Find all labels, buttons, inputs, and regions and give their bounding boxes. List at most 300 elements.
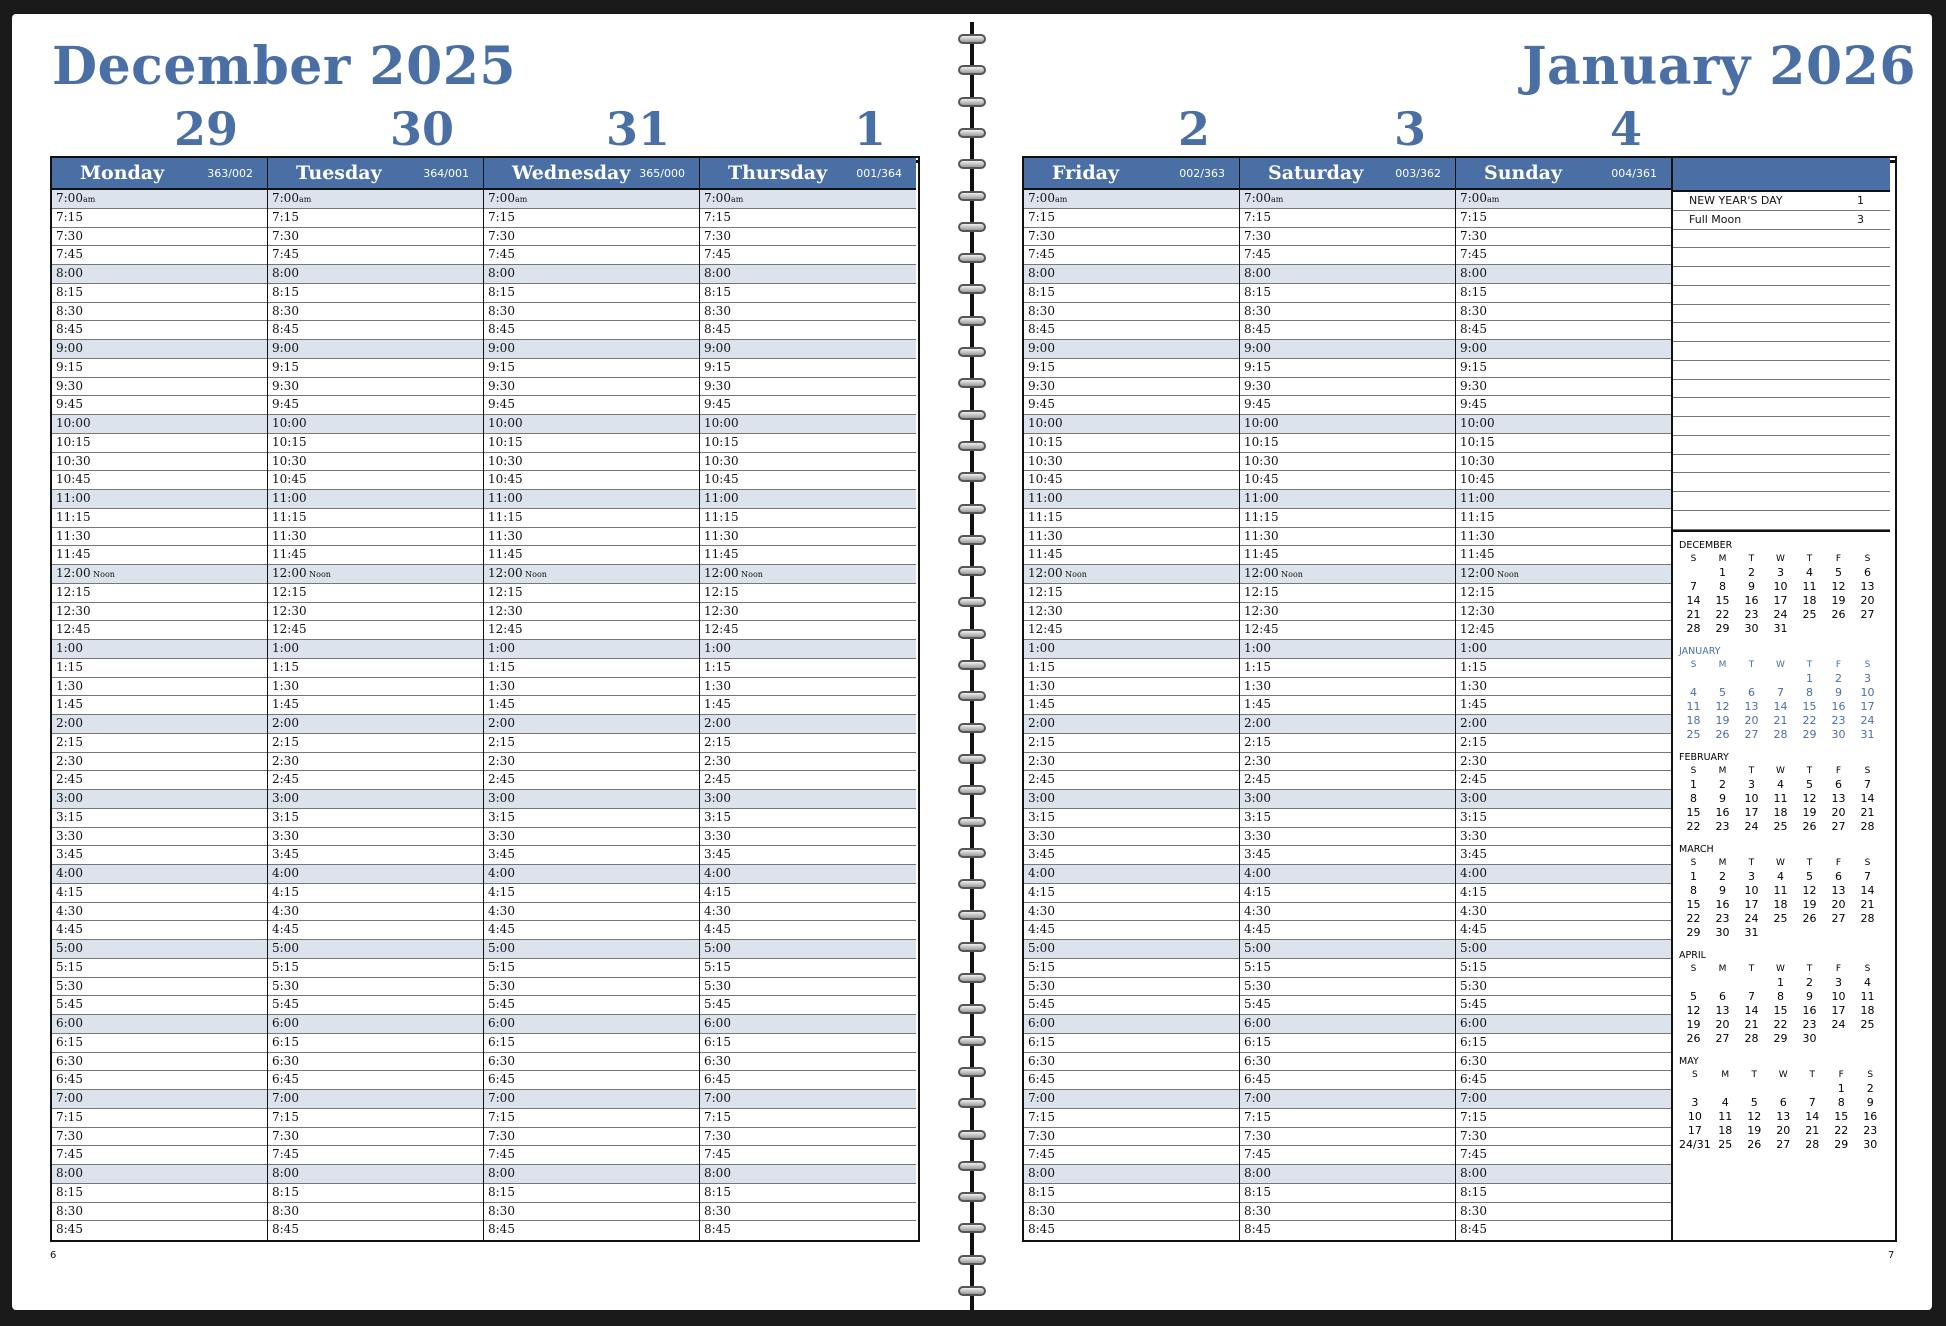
time-slot[interactable]	[1024, 190, 1239, 209]
time-slot[interactable]	[268, 1109, 483, 1128]
time-slot[interactable]	[52, 378, 267, 397]
time-slot[interactable]	[1456, 1015, 1671, 1034]
time-slot[interactable]	[52, 265, 267, 284]
time-slot[interactable]	[700, 471, 916, 490]
time-slot[interactable]	[1240, 490, 1455, 509]
time-slot[interactable]	[1240, 809, 1455, 828]
time-slot[interactable]	[1456, 1184, 1671, 1203]
time-slot[interactable]	[1024, 321, 1239, 340]
time-slot[interactable]	[1024, 790, 1239, 809]
time-slot[interactable]	[1240, 696, 1455, 715]
time-slot[interactable]	[1456, 1090, 1671, 1109]
note-line[interactable]	[1673, 286, 1890, 305]
time-slot[interactable]	[268, 528, 483, 547]
time-slot[interactable]	[1456, 1109, 1671, 1128]
time-slot[interactable]	[1024, 715, 1239, 734]
time-slot[interactable]	[268, 753, 483, 772]
time-slot[interactable]	[268, 940, 483, 959]
time-slot[interactable]	[52, 884, 267, 903]
time-slot[interactable]	[268, 321, 483, 340]
time-slot[interactable]	[1024, 490, 1239, 509]
time-slot[interactable]	[52, 1053, 267, 1072]
time-slot[interactable]	[52, 1184, 267, 1203]
time-slot[interactable]	[484, 1053, 699, 1072]
time-slot[interactable]	[1240, 753, 1455, 772]
time-slot[interactable]	[484, 1184, 699, 1203]
time-slot[interactable]	[484, 359, 699, 378]
time-slot[interactable]	[700, 996, 916, 1015]
note-line[interactable]	[1673, 511, 1890, 530]
time-slot[interactable]	[1024, 378, 1239, 397]
time-slot[interactable]	[484, 865, 699, 884]
time-slot[interactable]	[52, 284, 267, 303]
time-slot[interactable]	[484, 453, 699, 472]
time-slot[interactable]	[1024, 340, 1239, 359]
time-slot[interactable]	[268, 284, 483, 303]
time-slot[interactable]	[52, 996, 267, 1015]
time-slot[interactable]	[1456, 921, 1671, 940]
time-slot[interactable]	[268, 734, 483, 753]
time-slot[interactable]	[484, 265, 699, 284]
time-slot[interactable]	[268, 1034, 483, 1053]
time-slot[interactable]	[1456, 1165, 1671, 1184]
time-slot[interactable]	[52, 1071, 267, 1090]
time-slot[interactable]	[52, 190, 267, 209]
time-slot[interactable]	[1024, 696, 1239, 715]
time-slot[interactable]	[484, 1146, 699, 1165]
time-slot[interactable]	[268, 359, 483, 378]
time-slot[interactable]	[700, 696, 916, 715]
time-slot[interactable]	[1456, 1053, 1671, 1072]
time-slot[interactable]	[1456, 715, 1671, 734]
time-slot[interactable]	[268, 584, 483, 603]
time-slot[interactable]	[268, 434, 483, 453]
time-slot[interactable]	[484, 190, 699, 209]
time-slot[interactable]	[484, 1203, 699, 1222]
time-slot[interactable]	[700, 734, 916, 753]
time-slot[interactable]	[484, 696, 699, 715]
time-slot[interactable]	[1240, 678, 1455, 697]
time-slot[interactable]	[700, 415, 916, 434]
time-slot[interactable]	[1240, 846, 1455, 865]
time-slot[interactable]	[52, 1109, 267, 1128]
time-slot[interactable]	[484, 640, 699, 659]
time-slot[interactable]	[1456, 434, 1671, 453]
time-slot[interactable]	[484, 715, 699, 734]
time-slot[interactable]	[1456, 903, 1671, 922]
note-line[interactable]	[1673, 492, 1890, 511]
time-slot[interactable]	[1240, 565, 1455, 584]
time-slot[interactable]	[1024, 303, 1239, 322]
time-slot[interactable]	[700, 678, 916, 697]
time-slot[interactable]	[1024, 1034, 1239, 1053]
time-slot[interactable]	[1024, 603, 1239, 622]
time-slot[interactable]	[1240, 734, 1455, 753]
time-slot[interactable]	[52, 903, 267, 922]
note-line[interactable]	[1673, 230, 1890, 249]
time-slot[interactable]	[700, 1221, 916, 1240]
time-slot[interactable]	[268, 996, 483, 1015]
time-slot[interactable]	[700, 1146, 916, 1165]
note-line[interactable]	[1673, 192, 1890, 211]
time-slot[interactable]	[484, 303, 699, 322]
time-slot[interactable]	[700, 828, 916, 847]
time-slot[interactable]	[1024, 415, 1239, 434]
time-slot[interactable]	[484, 1034, 699, 1053]
time-slot[interactable]	[484, 509, 699, 528]
time-slot[interactable]	[700, 790, 916, 809]
time-slot[interactable]	[52, 453, 267, 472]
time-slot[interactable]	[52, 1165, 267, 1184]
time-slot[interactable]	[1240, 959, 1455, 978]
time-slot[interactable]	[1240, 378, 1455, 397]
time-slot[interactable]	[484, 753, 699, 772]
time-slot[interactable]	[700, 246, 916, 265]
time-slot[interactable]	[52, 528, 267, 547]
time-slot[interactable]	[700, 1109, 916, 1128]
time-slot[interactable]	[52, 621, 267, 640]
time-slot[interactable]	[1456, 1128, 1671, 1147]
time-slot[interactable]	[268, 1015, 483, 1034]
time-slot[interactable]	[484, 1221, 699, 1240]
time-slot[interactable]	[1024, 471, 1239, 490]
time-slot[interactable]	[700, 1203, 916, 1222]
time-slot[interactable]	[52, 359, 267, 378]
time-slot[interactable]	[1024, 1184, 1239, 1203]
time-slot[interactable]	[700, 190, 916, 209]
time-slot[interactable]	[1240, 228, 1455, 247]
time-slot[interactable]	[268, 565, 483, 584]
time-slot[interactable]	[1024, 509, 1239, 528]
time-slot[interactable]	[268, 509, 483, 528]
time-slot[interactable]	[1456, 284, 1671, 303]
time-slot[interactable]	[484, 565, 699, 584]
time-slot[interactable]	[1456, 265, 1671, 284]
time-slot[interactable]	[1024, 903, 1239, 922]
time-slot[interactable]	[700, 1165, 916, 1184]
time-slot[interactable]	[52, 434, 267, 453]
time-slot[interactable]	[52, 771, 267, 790]
time-slot[interactable]	[484, 546, 699, 565]
time-slot[interactable]	[268, 265, 483, 284]
time-slot[interactable]	[268, 846, 483, 865]
time-slot[interactable]	[1024, 978, 1239, 997]
note-line[interactable]	[1673, 211, 1890, 230]
time-slot[interactable]	[1024, 734, 1239, 753]
time-slot[interactable]	[1240, 415, 1455, 434]
time-slot[interactable]	[1024, 584, 1239, 603]
time-slot[interactable]	[484, 528, 699, 547]
time-slot[interactable]	[1024, 528, 1239, 547]
time-slot[interactable]	[1240, 828, 1455, 847]
time-slot[interactable]	[1240, 1128, 1455, 1147]
time-slot[interactable]	[1024, 996, 1239, 1015]
time-slot[interactable]	[1240, 340, 1455, 359]
time-slot[interactable]	[484, 978, 699, 997]
time-slot[interactable]	[1024, 396, 1239, 415]
time-slot[interactable]	[1024, 1128, 1239, 1147]
note-line[interactable]	[1673, 455, 1890, 474]
time-slot[interactable]	[700, 584, 916, 603]
time-slot[interactable]	[1456, 303, 1671, 322]
time-slot[interactable]	[700, 228, 916, 247]
time-slot[interactable]	[700, 1184, 916, 1203]
note-line[interactable]	[1673, 473, 1890, 492]
time-slot[interactable]	[484, 996, 699, 1015]
time-slot[interactable]	[1024, 265, 1239, 284]
time-slot[interactable]	[1456, 528, 1671, 547]
time-slot[interactable]	[484, 659, 699, 678]
time-slot[interactable]	[268, 809, 483, 828]
time-slot[interactable]	[700, 528, 916, 547]
time-slot[interactable]	[1240, 1015, 1455, 1034]
time-slot[interactable]	[484, 1128, 699, 1147]
time-slot[interactable]	[1240, 940, 1455, 959]
note-line[interactable]	[1673, 398, 1890, 417]
time-slot[interactable]	[268, 209, 483, 228]
time-slot[interactable]	[1456, 734, 1671, 753]
time-slot[interactable]	[1024, 1071, 1239, 1090]
time-slot[interactable]	[1456, 246, 1671, 265]
time-slot[interactable]	[1024, 1109, 1239, 1128]
time-slot[interactable]	[1240, 303, 1455, 322]
time-slot[interactable]	[1024, 359, 1239, 378]
time-slot[interactable]	[1024, 884, 1239, 903]
time-slot[interactable]	[700, 209, 916, 228]
time-slot[interactable]	[1240, 903, 1455, 922]
time-slot[interactable]	[268, 190, 483, 209]
time-slot[interactable]	[268, 903, 483, 922]
time-slot[interactable]	[1024, 659, 1239, 678]
time-slot[interactable]	[52, 659, 267, 678]
time-slot[interactable]	[1240, 1109, 1455, 1128]
time-slot[interactable]	[268, 396, 483, 415]
time-slot[interactable]	[484, 396, 699, 415]
time-slot[interactable]	[52, 1146, 267, 1165]
note-line[interactable]	[1673, 248, 1890, 267]
time-slot[interactable]	[52, 715, 267, 734]
time-slot[interactable]	[1024, 1221, 1239, 1240]
time-slot[interactable]	[1456, 415, 1671, 434]
time-slot[interactable]	[1240, 1034, 1455, 1053]
time-slot[interactable]	[1240, 453, 1455, 472]
time-slot[interactable]	[700, 771, 916, 790]
time-slot[interactable]	[1240, 1203, 1455, 1222]
time-slot[interactable]	[1024, 940, 1239, 959]
time-slot[interactable]	[700, 846, 916, 865]
time-slot[interactable]	[52, 940, 267, 959]
time-slot[interactable]	[1240, 715, 1455, 734]
time-slot[interactable]	[700, 659, 916, 678]
time-slot[interactable]	[1456, 865, 1671, 884]
time-slot[interactable]	[1240, 396, 1455, 415]
time-slot[interactable]	[52, 696, 267, 715]
time-slot[interactable]	[1456, 509, 1671, 528]
note-line[interactable]	[1673, 323, 1890, 342]
time-slot[interactable]	[1456, 978, 1671, 997]
time-slot[interactable]	[52, 790, 267, 809]
time-slot[interactable]	[52, 978, 267, 997]
time-slot[interactable]	[700, 978, 916, 997]
time-slot[interactable]	[268, 546, 483, 565]
time-slot[interactable]	[700, 490, 916, 509]
time-slot[interactable]	[1456, 471, 1671, 490]
time-slot[interactable]	[1024, 1203, 1239, 1222]
time-slot[interactable]	[1456, 396, 1671, 415]
time-slot[interactable]	[700, 1034, 916, 1053]
time-slot[interactable]	[484, 284, 699, 303]
time-slot[interactable]	[1456, 1034, 1671, 1053]
time-slot[interactable]	[52, 340, 267, 359]
time-slot[interactable]	[1240, 865, 1455, 884]
time-slot[interactable]	[268, 1146, 483, 1165]
time-slot[interactable]	[52, 490, 267, 509]
time-slot[interactable]	[268, 978, 483, 997]
time-slot[interactable]	[52, 828, 267, 847]
time-slot[interactable]	[1024, 434, 1239, 453]
time-slot[interactable]	[1456, 1146, 1671, 1165]
time-slot[interactable]	[484, 903, 699, 922]
time-slot[interactable]	[1456, 809, 1671, 828]
time-slot[interactable]	[700, 340, 916, 359]
time-slot[interactable]	[1456, 490, 1671, 509]
time-slot[interactable]	[52, 246, 267, 265]
time-slot[interactable]	[1024, 621, 1239, 640]
time-slot[interactable]	[484, 940, 699, 959]
time-slot[interactable]	[268, 828, 483, 847]
time-slot[interactable]	[700, 1053, 916, 1072]
time-slot[interactable]	[1024, 809, 1239, 828]
time-slot[interactable]	[52, 865, 267, 884]
time-slot[interactable]	[1240, 996, 1455, 1015]
time-slot[interactable]	[1024, 546, 1239, 565]
time-slot[interactable]	[1240, 209, 1455, 228]
time-slot[interactable]	[484, 1109, 699, 1128]
time-slot[interactable]	[1240, 1146, 1455, 1165]
time-slot[interactable]	[1240, 1165, 1455, 1184]
time-slot[interactable]	[1456, 359, 1671, 378]
time-slot[interactable]	[1024, 453, 1239, 472]
time-slot[interactable]	[1456, 603, 1671, 622]
time-slot[interactable]	[700, 453, 916, 472]
time-slot[interactable]	[1240, 921, 1455, 940]
time-slot[interactable]	[484, 415, 699, 434]
time-slot[interactable]	[268, 303, 483, 322]
time-slot[interactable]	[268, 921, 483, 940]
time-slot[interactable]	[1024, 640, 1239, 659]
time-slot[interactable]	[484, 378, 699, 397]
time-slot[interactable]	[268, 246, 483, 265]
time-slot[interactable]	[268, 490, 483, 509]
time-slot[interactable]	[1024, 246, 1239, 265]
time-slot[interactable]	[1240, 603, 1455, 622]
time-slot[interactable]	[700, 434, 916, 453]
time-slot[interactable]	[52, 678, 267, 697]
time-slot[interactable]	[1024, 828, 1239, 847]
time-slot[interactable]	[1024, 846, 1239, 865]
time-slot[interactable]	[484, 584, 699, 603]
time-slot[interactable]	[1456, 1221, 1671, 1240]
time-slot[interactable]	[1240, 1184, 1455, 1203]
time-slot[interactable]	[1456, 453, 1671, 472]
time-slot[interactable]	[1456, 1203, 1671, 1222]
time-slot[interactable]	[268, 471, 483, 490]
time-slot[interactable]	[484, 959, 699, 978]
time-slot[interactable]	[484, 734, 699, 753]
note-line[interactable]	[1673, 342, 1890, 361]
time-slot[interactable]	[52, 415, 267, 434]
time-slot[interactable]	[484, 434, 699, 453]
time-slot[interactable]	[1456, 940, 1671, 959]
time-slot[interactable]	[1240, 640, 1455, 659]
time-slot[interactable]	[484, 603, 699, 622]
time-slot[interactable]	[484, 246, 699, 265]
time-slot[interactable]	[268, 453, 483, 472]
time-slot[interactable]	[1240, 471, 1455, 490]
time-slot[interactable]	[52, 471, 267, 490]
time-slot[interactable]	[1240, 884, 1455, 903]
time-slot[interactable]	[1240, 246, 1455, 265]
time-slot[interactable]	[700, 546, 916, 565]
time-slot[interactable]	[52, 303, 267, 322]
time-slot[interactable]	[1456, 884, 1671, 903]
time-slot[interactable]	[700, 1128, 916, 1147]
time-slot[interactable]	[700, 715, 916, 734]
note-line[interactable]	[1673, 305, 1890, 324]
time-slot[interactable]	[700, 284, 916, 303]
time-slot[interactable]	[1240, 584, 1455, 603]
time-slot[interactable]	[268, 415, 483, 434]
time-slot[interactable]	[1240, 265, 1455, 284]
time-slot[interactable]	[700, 603, 916, 622]
time-slot[interactable]	[268, 1053, 483, 1072]
time-slot[interactable]	[268, 884, 483, 903]
time-slot[interactable]	[700, 809, 916, 828]
time-slot[interactable]	[1240, 528, 1455, 547]
time-slot[interactable]	[1024, 678, 1239, 697]
time-slot[interactable]	[700, 621, 916, 640]
time-slot[interactable]	[52, 921, 267, 940]
time-slot[interactable]	[1024, 228, 1239, 247]
time-slot[interactable]	[484, 790, 699, 809]
time-slot[interactable]	[700, 321, 916, 340]
time-slot[interactable]	[52, 546, 267, 565]
time-slot[interactable]	[52, 1090, 267, 1109]
time-slot[interactable]	[484, 1090, 699, 1109]
time-slot[interactable]	[700, 940, 916, 959]
time-slot[interactable]	[1456, 959, 1671, 978]
time-slot[interactable]	[1024, 209, 1239, 228]
time-slot[interactable]	[700, 959, 916, 978]
time-slot[interactable]	[1240, 621, 1455, 640]
time-slot[interactable]	[1456, 321, 1671, 340]
note-line[interactable]	[1673, 380, 1890, 399]
time-slot[interactable]	[484, 1165, 699, 1184]
time-slot[interactable]	[1456, 209, 1671, 228]
time-slot[interactable]	[700, 884, 916, 903]
time-slot[interactable]	[268, 1184, 483, 1203]
time-slot[interactable]	[268, 1221, 483, 1240]
time-slot[interactable]	[52, 753, 267, 772]
time-slot[interactable]	[268, 1128, 483, 1147]
time-slot[interactable]	[484, 621, 699, 640]
time-slot[interactable]	[484, 340, 699, 359]
time-slot[interactable]	[484, 678, 699, 697]
time-slot[interactable]	[268, 715, 483, 734]
time-slot[interactable]	[1024, 959, 1239, 978]
time-slot[interactable]	[52, 603, 267, 622]
time-slot[interactable]	[1456, 378, 1671, 397]
